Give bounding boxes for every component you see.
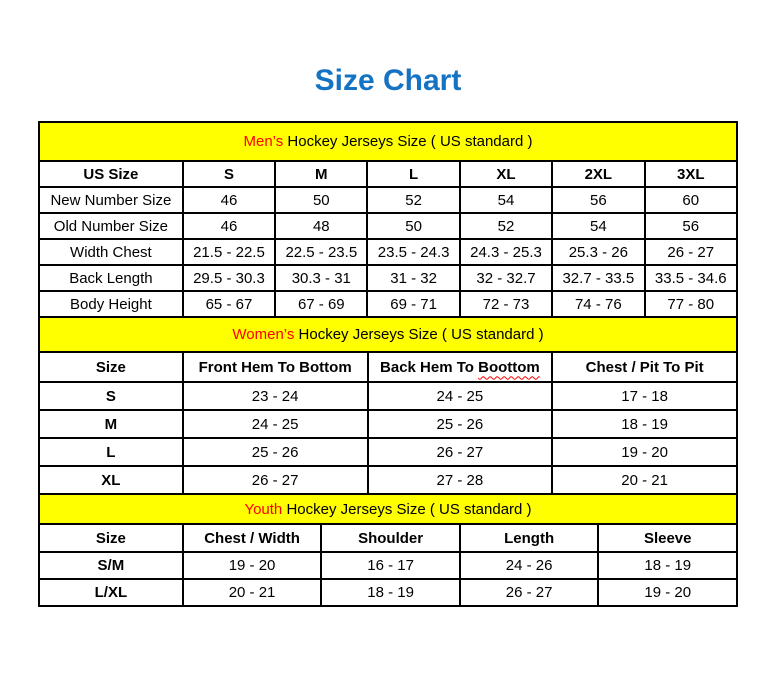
size-value: 72 - 73 (460, 291, 552, 317)
women-size-table (38, 316, 738, 495)
row-label: Body Height (39, 291, 183, 317)
size-value: 18 - 19 (598, 552, 737, 579)
column-header: Sleeve (598, 524, 737, 552)
column-header: Back Hem To Boottom (368, 352, 553, 382)
size-value: 24.3 - 25.3 (460, 239, 552, 265)
size-value: 26 - 27 (183, 466, 368, 494)
size-value: 69 - 71 (367, 291, 459, 317)
column-header: Length (460, 524, 599, 552)
size-value: 32 - 32.7 (460, 265, 552, 291)
row-label: S (39, 382, 183, 410)
size-value: 54 (460, 187, 552, 213)
women-section-title-rest: Hockey Jerseys Size ( US standard ) (294, 326, 544, 343)
size-value: 23 - 24 (183, 382, 368, 410)
size-value: 32.7 - 33.5 (552, 265, 644, 291)
size-value: 26 - 27 (645, 239, 738, 265)
size-value: 26 - 27 (460, 579, 599, 606)
size-value: 74 - 76 (552, 291, 644, 317)
size-value: 25.3 - 26 (552, 239, 644, 265)
size-value: 24 - 25 (368, 382, 553, 410)
size-value: 52 (460, 213, 552, 239)
row-label: Old Number Size (39, 213, 183, 239)
size-value: 50 (275, 187, 367, 213)
women-section-header (39, 317, 737, 352)
table-row (39, 438, 737, 466)
column-header: XL (460, 161, 552, 187)
size-value: 67 - 69 (275, 291, 367, 317)
size-value: 19 - 20 (598, 579, 737, 606)
table-row (39, 466, 737, 494)
column-header: US Size (39, 161, 183, 187)
table-row (39, 187, 737, 213)
youth-section-highlight: Youth (244, 500, 283, 518)
size-value: 50 (367, 213, 459, 239)
row-label: Back Length (39, 265, 183, 291)
size-value: 19 - 20 (183, 552, 322, 579)
size-value: 19 - 20 (552, 438, 737, 466)
column-header: L (367, 161, 459, 187)
column-header: M (275, 161, 367, 187)
size-value: 23.5 - 24.3 (367, 239, 459, 265)
men-size-table (38, 121, 738, 318)
column-header: Front Hem To Bottom (183, 352, 368, 382)
misspelled-word: Boottom (478, 358, 540, 376)
men-section-header (39, 122, 737, 161)
size-value: 46 (183, 187, 275, 213)
row-label: S/M (39, 552, 183, 579)
size-value: 52 (367, 187, 459, 213)
table-row (39, 579, 737, 606)
column-header: Shoulder (321, 524, 460, 552)
size-value: 25 - 26 (368, 410, 553, 438)
row-label: New Number Size (39, 187, 183, 213)
size-value: 30.3 - 31 (275, 265, 367, 291)
column-header: 3XL (645, 161, 738, 187)
size-value: 18 - 19 (321, 579, 460, 606)
men-section-highlight: Men’s (243, 133, 284, 150)
page-title: Size Chart (314, 64, 462, 97)
row-label: L (39, 438, 183, 466)
column-header: 2XL (552, 161, 644, 187)
size-value: 17 - 18 (552, 382, 737, 410)
row-label: L/XL (39, 579, 183, 606)
youth-section-title-rest: Hockey Jerseys Size ( US standard ) (282, 500, 532, 518)
size-value: 33.5 - 34.6 (645, 265, 738, 291)
size-value: 56 (645, 213, 738, 239)
size-value: 16 - 17 (321, 552, 460, 579)
size-value: 24 - 26 (460, 552, 599, 579)
table-row (39, 239, 737, 265)
table-row (39, 265, 737, 291)
column-header: Size (39, 524, 183, 552)
size-value: 56 (552, 187, 644, 213)
size-value: 24 - 25 (183, 410, 368, 438)
table-row (39, 382, 737, 410)
column-header: Chest / Width (183, 524, 322, 552)
size-value: 20 - 21 (183, 579, 322, 606)
men-section-title-rest: Hockey Jerseys Size ( US standard ) (283, 133, 533, 150)
table-row (39, 410, 737, 438)
size-value: 27 - 28 (368, 466, 553, 494)
table-row (39, 291, 737, 317)
size-value: 29.5 - 30.3 (183, 265, 275, 291)
row-label: XL (39, 466, 183, 494)
size-value: 21.5 - 22.5 (183, 239, 275, 265)
youth-size-table (38, 493, 738, 607)
size-value: 25 - 26 (183, 438, 368, 466)
size-value: 46 (183, 213, 275, 239)
size-value: 60 (645, 187, 738, 213)
table-row (39, 213, 737, 239)
women-section-highlight: Women’s (232, 326, 295, 343)
row-label: M (39, 410, 183, 438)
row-label: Width Chest (39, 239, 183, 265)
size-chart-tables (38, 121, 738, 607)
size-value: 65 - 67 (183, 291, 275, 317)
column-header: S (183, 161, 275, 187)
column-header: Chest / Pit To Pit (552, 352, 737, 382)
size-value: 20 - 21 (552, 466, 737, 494)
youth-section-header (39, 494, 737, 524)
size-value: 31 - 32 (367, 265, 459, 291)
size-value: 22.5 - 23.5 (275, 239, 367, 265)
size-value: 48 (275, 213, 367, 239)
table-row (39, 552, 737, 579)
size-value: 26 - 27 (368, 438, 553, 466)
size-value: 54 (552, 213, 644, 239)
column-header: Size (39, 352, 183, 382)
size-value: 77 - 80 (645, 291, 738, 317)
size-value: 18 - 19 (552, 410, 737, 438)
